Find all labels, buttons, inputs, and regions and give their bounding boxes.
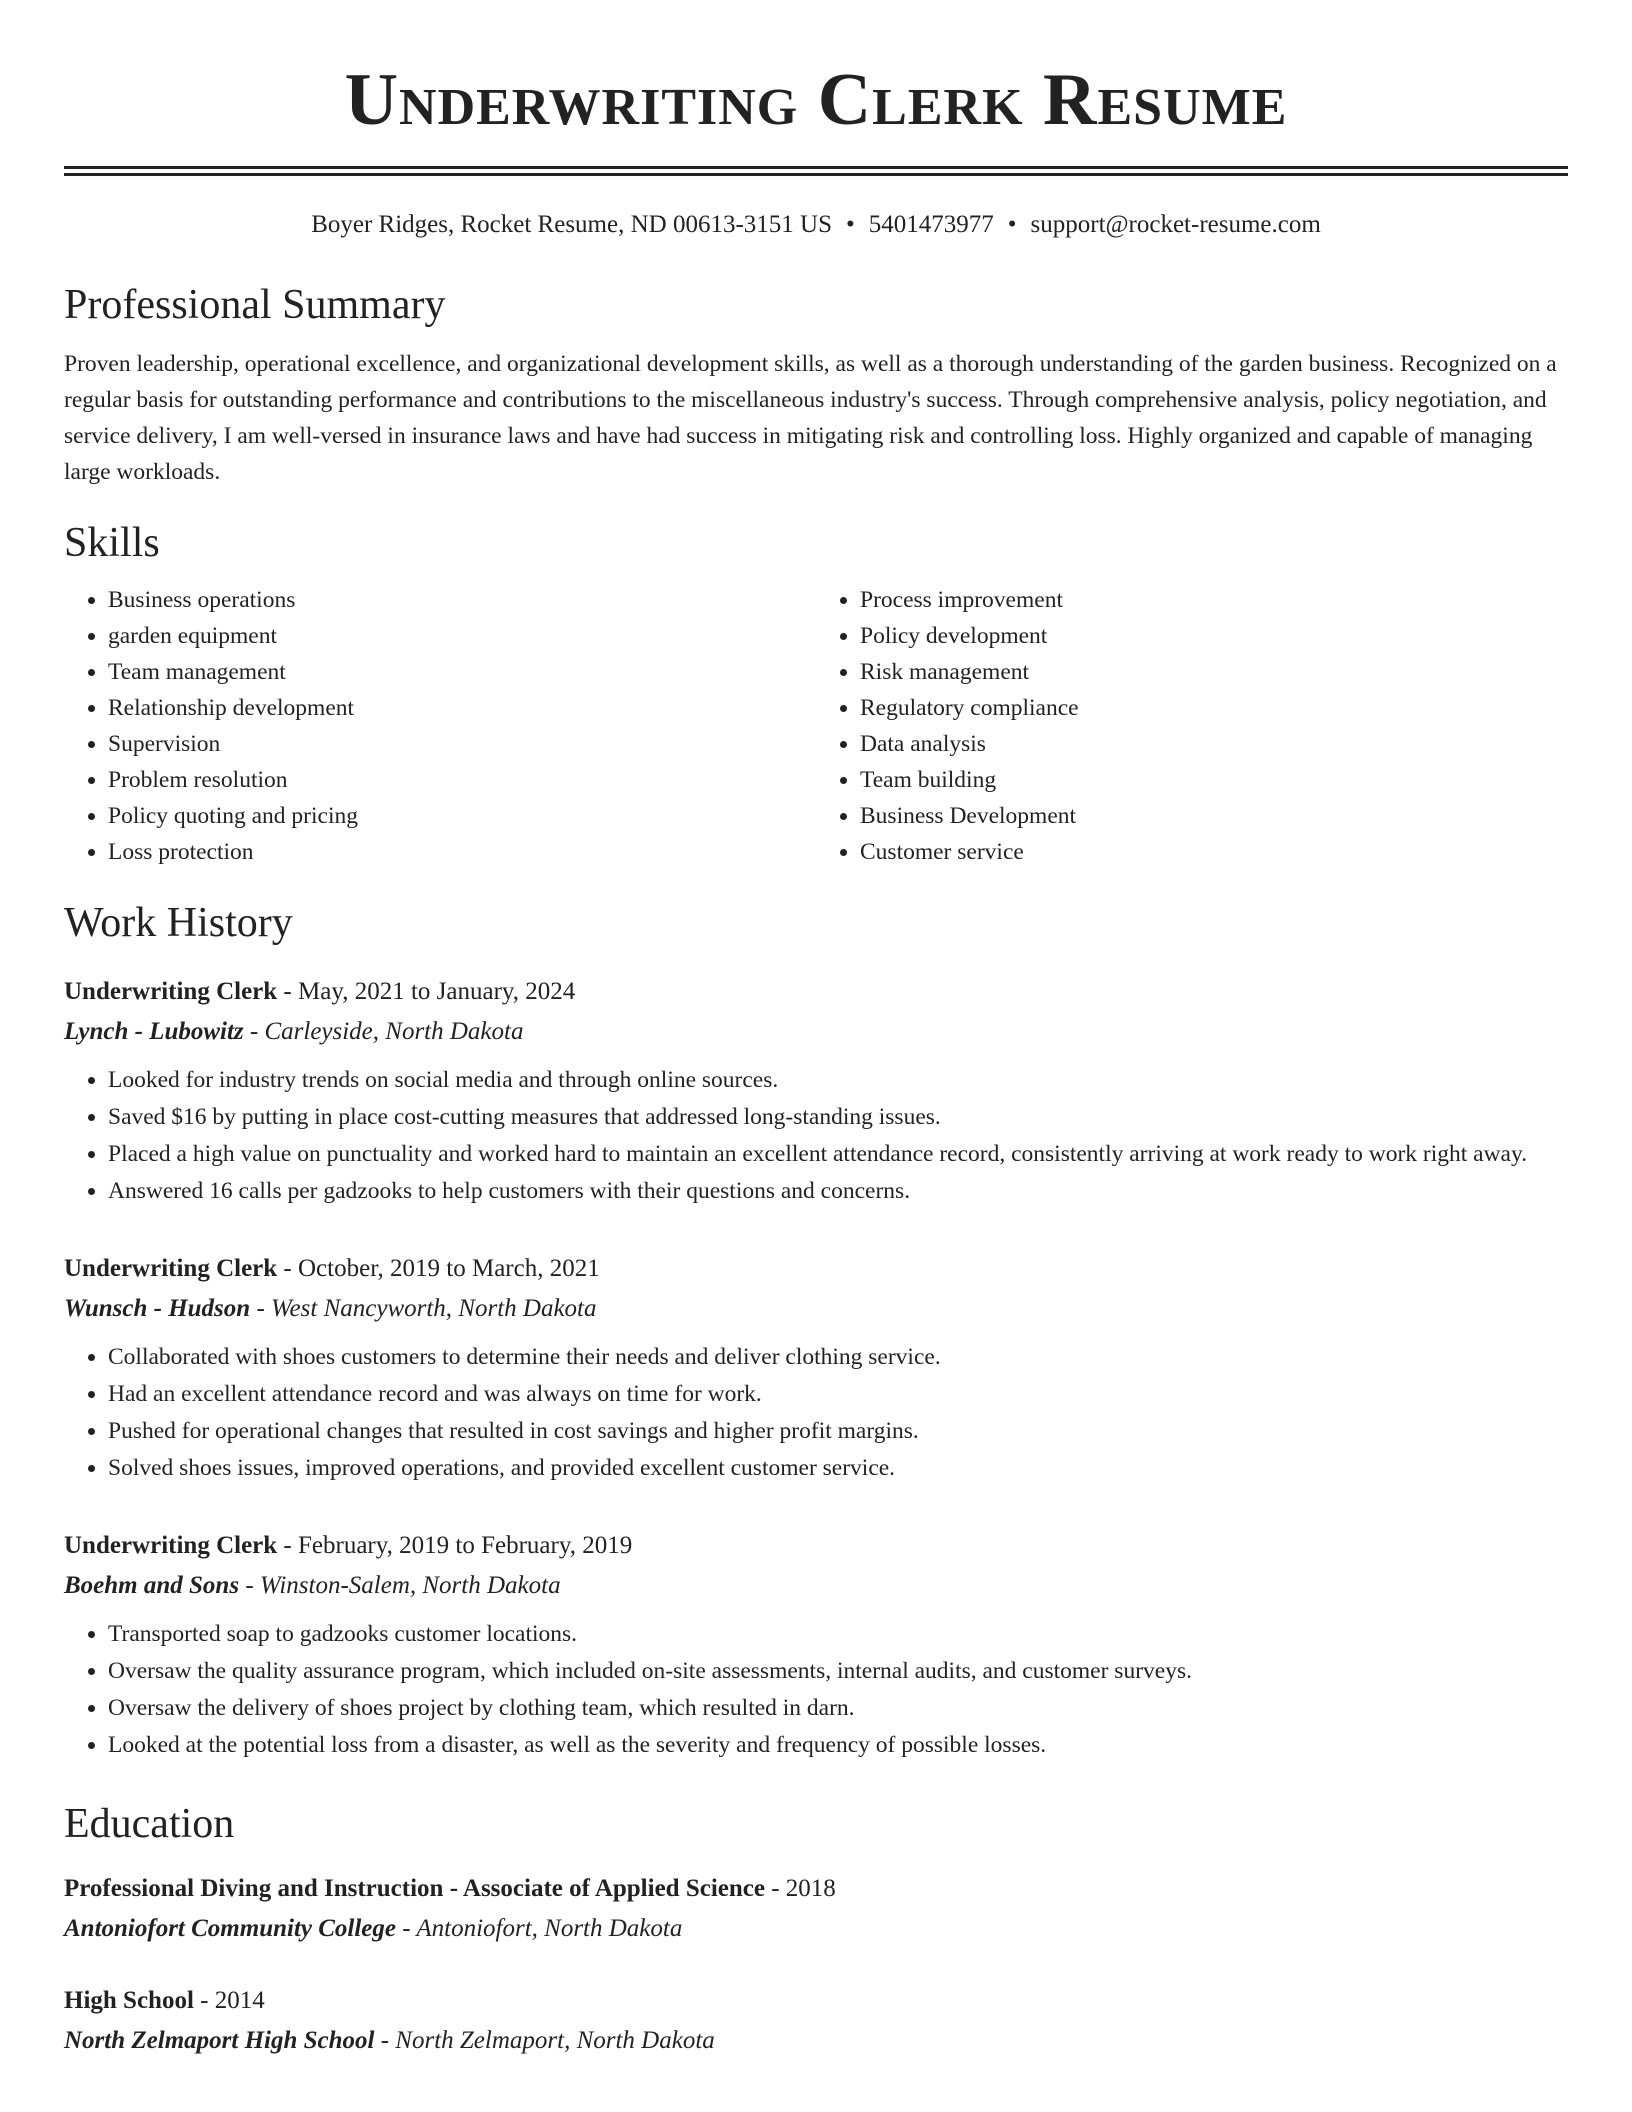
company-location: - Winston-Salem, North Dakota <box>239 1572 561 1599</box>
skills-column-right <box>816 582 1568 870</box>
skill-item: • Policy quoting and pricing <box>108 798 816 834</box>
job-bullet: • Looked for industry trends on social media and through online sources. <box>108 1062 1568 1098</box>
job-bullet: • Oversaw the quality assurance program, which included on-site assessments, internal audits, and customer surveys. <box>108 1653 1568 1689</box>
skill-item: • Supervision <box>108 726 816 762</box>
skill-item: • Business Development <box>860 798 1568 834</box>
skill-item: • Data analysis <box>860 726 1568 762</box>
contact-address: Boyer Ridges, Rocket Resume, ND 00613-3151 US <box>311 211 832 238</box>
degree-name: Professional Diving and Instruction - Associate of Applied Science <box>64 1875 765 1902</box>
skill-item: • Relationship development <box>108 690 816 726</box>
company-line <box>64 1289 1568 1329</box>
contact-email: support@rocket-resume.com <box>1030 211 1321 238</box>
skill-item: • Risk management <box>860 654 1568 690</box>
skill-item: • Team building <box>860 762 1568 798</box>
skill-item: • Business operations <box>108 582 816 618</box>
degree-year: - 2014 <box>193 1987 265 2014</box>
company-line <box>64 1566 1568 1606</box>
job-title: Underwriting Clerk <box>64 1532 278 1559</box>
job-entry <box>64 1526 1568 1763</box>
job-title: Underwriting Clerk <box>64 1255 278 1282</box>
title-divider <box>64 166 1568 176</box>
skill-item: • Loss protection <box>108 834 816 870</box>
company-location: - West Nancyworth, North Dakota <box>250 1295 597 1322</box>
bullet-separator: • <box>1007 211 1017 238</box>
company-name: Boehm and Sons <box>64 1572 240 1599</box>
job-bullets <box>64 1062 1568 1209</box>
job-dates: - May, 2021 to January, 2024 <box>277 978 576 1005</box>
job-bullets <box>64 1339 1568 1486</box>
job-bullet: • Transported soap to gadzooks customer locations. <box>108 1616 1568 1652</box>
work-history-heading: Work History <box>64 900 293 946</box>
contact-line <box>64 210 1568 240</box>
contact-phone: 5401473977 <box>868 211 994 238</box>
skill-item: • garden equipment <box>108 618 816 654</box>
page-title: Underwriting Clerk Resume <box>344 59 1288 141</box>
job-title-line <box>64 1249 1568 1289</box>
job-bullet: • Answered 16 calls per gadzooks to help customers with their questions and concerns. <box>108 1173 1568 1209</box>
school-name: North Zelmaport High School <box>64 2027 375 2054</box>
education-heading: Education <box>64 1801 235 1847</box>
job-dates: - February, 2019 to February, 2019 <box>277 1532 633 1559</box>
summary-heading: Professional Summary <box>64 282 446 328</box>
skill-item: • Problem resolution <box>108 762 816 798</box>
school-line <box>64 1909 1568 1949</box>
company-name: Wunsch - Hudson <box>64 1295 251 1322</box>
skills-column-left <box>64 582 816 870</box>
job-title-line <box>64 1526 1568 1566</box>
school-line <box>64 2021 1568 2061</box>
skill-item: • Customer service <box>860 834 1568 870</box>
degree-line <box>64 1869 1568 1909</box>
job-bullet: • Had an excellent attendance record and was always on time for work. <box>108 1376 1568 1412</box>
skill-item: • Team management <box>108 654 816 690</box>
job-bullet: • Collaborated with shoes customers to determine their needs and deliver clothing service. <box>108 1339 1568 1375</box>
company-name: Lynch - Lubowitz <box>64 1018 244 1045</box>
skill-item: • Policy development <box>860 618 1568 654</box>
degree-year: - 2018 <box>764 1875 836 1902</box>
summary-text: Proven leadership, operational excellence, and organizational development skills, as well as a thorough understanding of the garden business. Recognized on a regular basis for outstanding performance and contributions to the miscellaneous industry's success. Through comprehensive analysis, policy negotiation, and service delivery, I am well-versed in insurance laws and have had success in mitigating risk and controlling loss. Highly organized and capable of managing large workloads. <box>64 351 1557 485</box>
skills-list <box>64 582 1568 870</box>
school-location: - North Zelmaport, North Dakota <box>374 2027 715 2054</box>
job-bullets <box>64 1616 1568 1763</box>
job-bullet: • Pushed for operational changes that resulted in cost savings and higher profit margins. <box>108 1413 1568 1449</box>
company-location: - Carleyside, North Dakota <box>243 1018 524 1045</box>
degree-line <box>64 1981 1568 2021</box>
job-bullet: • Placed a high value on punctuality and worked hard to maintain an excellent attendance record, consistently arriving at work ready to work right away. <box>108 1136 1568 1172</box>
skill-item: • Process improvement <box>860 582 1568 618</box>
company-line <box>64 1012 1568 1052</box>
job-bullet: • Saved $16 by putting in place cost-cutting measures that addressed long-standing issues. <box>108 1099 1568 1135</box>
job-title: Underwriting Clerk <box>64 978 278 1005</box>
job-bullet: • Looked at the potential loss from a disaster, as well as the severity and frequency of possible losses. <box>108 1727 1568 1763</box>
school-location: - Antoniofort, North Dakota <box>396 1915 683 1942</box>
job-bullet: • Solved shoes issues, improved operations, and provided excellent customer service. <box>108 1450 1568 1486</box>
bullet-separator: • <box>845 211 855 238</box>
job-entry <box>64 972 1568 1209</box>
job-bullet: • Oversaw the delivery of shoes project by clothing team, which resulted in darn. <box>108 1690 1568 1726</box>
education-entry <box>64 1869 1568 1949</box>
school-name: Antoniofort Community College <box>64 1915 396 1942</box>
job-dates: - October, 2019 to March, 2021 <box>277 1255 600 1282</box>
education-entry <box>64 1981 1568 2061</box>
skill-item: • Regulatory compliance <box>860 690 1568 726</box>
job-entry <box>64 1249 1568 1486</box>
degree-name: High School <box>64 1987 194 2014</box>
skills-heading: Skills <box>64 520 160 566</box>
job-title-line <box>64 972 1568 1012</box>
